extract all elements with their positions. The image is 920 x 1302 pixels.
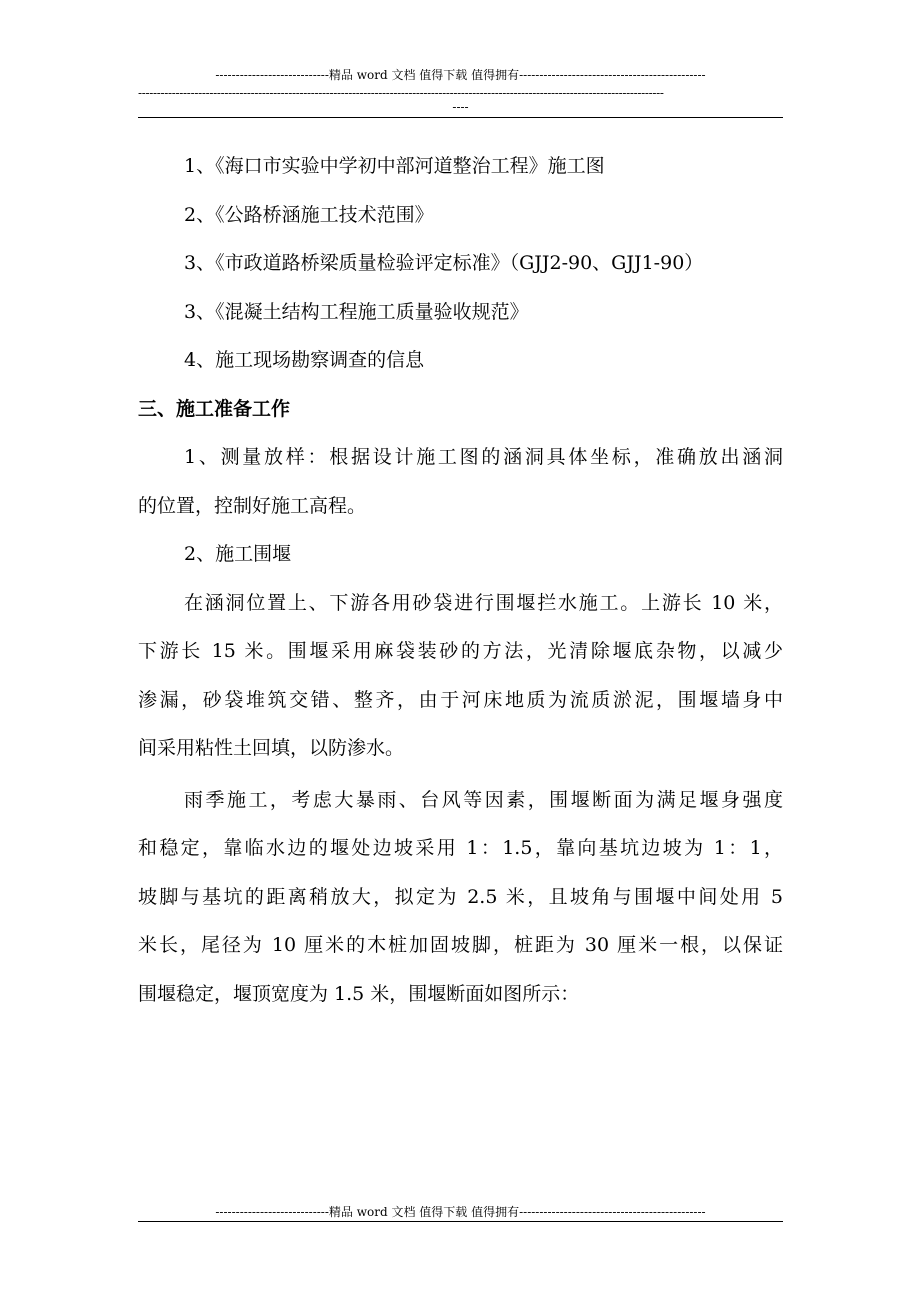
page-header-dash-tail: ---- xyxy=(452,100,469,114)
page-footer-banner: ----------------------------精品 word 文档 值得下载 值得拥有---------------------------------------------- xyxy=(215,1205,706,1219)
rainy-season-paragraph-line: 米长，尾径为 10 厘米的木桩加固坡脚，桩距为 30 厘米一根，以保证 xyxy=(138,934,783,956)
rainy-season-paragraph-line: 坡脚与基坑的距离稍放大，拟定为 2.5 米，且坡角与围堰中间处用 5 xyxy=(138,885,783,908)
rainy-season-paragraph-line: 雨季施工，考虑大暴雨、台风等因素，围堰断面为满足堰身强度 xyxy=(184,788,783,811)
footer-rule xyxy=(138,1221,783,1222)
survey-paragraph-line: 1、测量放样：根据设计施工图的涵洞具体坐标，准确放出涵洞 xyxy=(184,446,783,468)
cofferdam-paragraph-line: 在涵洞位置上、下游各用砂袋进行围堰拦水施工。上游长 10 米， xyxy=(184,591,783,614)
reference-item: 3、《市政道路桥梁质量检验评定标准》（GJJ2-90、GJJ1-90） xyxy=(184,252,704,274)
cofferdam-subheading: 2、施工围堰 xyxy=(184,543,292,565)
page-header-banner: ----------------------------精品 word 文档 值得下载 值得拥有---------------------------------------------- xyxy=(215,68,706,82)
document-body xyxy=(138,142,783,1018)
section-heading: 三、施工准备工作 xyxy=(138,397,291,420)
rainy-season-paragraph-line: 和稳定，靠临水边的堰处边坡采用 1：1.5，靠向基坑边坡为 1：1， xyxy=(138,837,783,859)
page-header-dash-line: -------------------------------------------------------------------------------------------------------------------------------------------- xyxy=(138,86,664,100)
reference-item: 3、《混凝土结构工程施工质量验收规范》 xyxy=(184,300,529,323)
rainy-season-paragraph-line: 围堰稳定，堰顶宽度为 1.5 米，围堰断面如图所示： xyxy=(138,982,580,1005)
reference-item: 2、《公路桥涵施工技术范围》 xyxy=(184,203,434,226)
survey-paragraph-line: 的位置，控制好施工高程。 xyxy=(138,494,367,517)
header-rule xyxy=(138,117,783,118)
cofferdam-paragraph-line: 间采用粘性土回填，以防渗水。 xyxy=(138,737,405,759)
reference-item: 1、《海口市实验中学初中部河道整治工程》施工图 xyxy=(184,155,605,177)
cofferdam-paragraph-line: 下游长 15 米。围堰采用麻袋装砂的方法，光清除堰底杂物，以减少 xyxy=(138,640,783,662)
reference-item: 4、施工现场勘察调查的信息 xyxy=(184,349,425,371)
cofferdam-paragraph-line: 渗漏，砂袋堆筑交错、整齐，由于河床地质为流质淤泥，围堰墙身中 xyxy=(138,688,783,711)
